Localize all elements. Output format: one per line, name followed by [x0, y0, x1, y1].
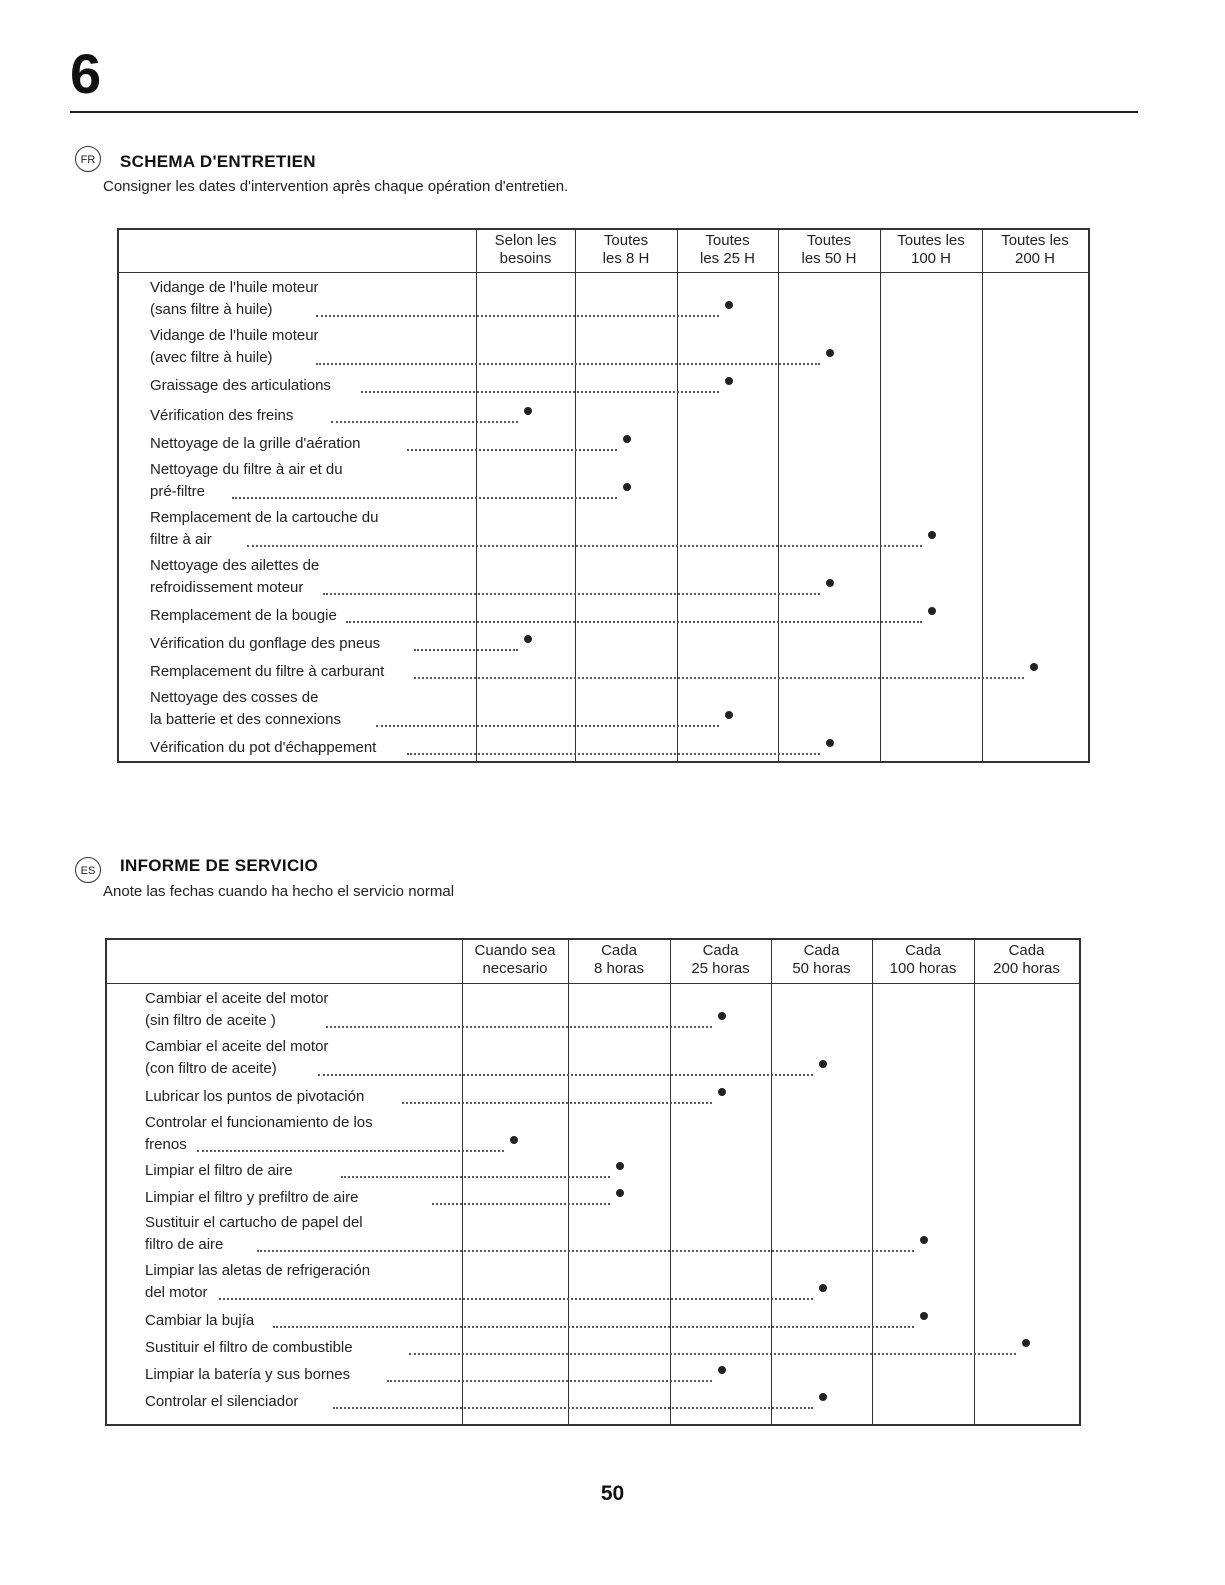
header-line: 200 H	[1014, 250, 1056, 267]
header-line: Selon les	[494, 232, 557, 249]
header-line: 8 horas	[593, 960, 645, 977]
task-label: Lubricar los puntos de pivotación	[145, 1088, 365, 1105]
task-label: Graissage des articulations	[150, 377, 331, 394]
table-row	[107, 1111, 1079, 1157]
task-label: filtro de aire	[145, 1236, 224, 1253]
interval-bullet	[524, 407, 532, 415]
leader-dots	[273, 1326, 914, 1328]
header-line: Toutes	[806, 232, 852, 249]
header-divider	[119, 272, 1088, 273]
interval-bullet	[725, 377, 733, 385]
task-label: Remplacement du filtre à carburant	[150, 663, 385, 680]
leader-dots	[219, 1298, 813, 1300]
task-label: Limpiar el filtro de aire	[145, 1162, 293, 1179]
leader-dots	[387, 1380, 712, 1382]
task-label: Remplacement de la cartouche du	[150, 509, 379, 526]
page-number: 50	[600, 1482, 625, 1505]
maintenance-table-fr	[117, 228, 1090, 763]
table-row	[119, 658, 1088, 686]
interval-bullet	[928, 607, 936, 615]
section-title-es: INFORME DE SERVICIO	[120, 856, 319, 875]
leader-dots	[331, 421, 518, 423]
interval-bullet	[510, 1136, 518, 1144]
task-label: Limpiar la batería y sus bornes	[145, 1366, 351, 1383]
table-row	[107, 1211, 1079, 1259]
header-line: Cada	[601, 942, 637, 959]
leader-dots	[323, 593, 820, 595]
table-row	[119, 602, 1088, 630]
task-label: Sustituir el filtro de combustible	[145, 1339, 353, 1356]
task-label: Nettoyage des cosses de	[150, 689, 319, 706]
interval-bullet	[623, 435, 631, 443]
leader-dots	[402, 1102, 712, 1104]
leader-dots	[257, 1250, 914, 1252]
leader-dots	[197, 1150, 504, 1152]
leader-dots	[316, 315, 719, 317]
lang-badge-es: ES	[75, 857, 101, 883]
task-label: Remplacement de la bougie	[150, 607, 337, 624]
interval-bullet	[725, 711, 733, 719]
task-label: pré-filtre	[150, 483, 206, 500]
leader-dots	[326, 1026, 712, 1028]
table-row	[119, 630, 1088, 658]
interval-header	[462, 942, 568, 978]
chapter-number: 6	[70, 42, 102, 105]
task-label: Cambiar el aceite del motor	[145, 1038, 329, 1055]
table-row	[107, 1035, 1079, 1083]
leader-dots	[414, 649, 518, 651]
interval-bullet	[826, 739, 834, 747]
table-row	[107, 1388, 1079, 1415]
header-line: Toutes	[603, 232, 649, 249]
leader-dots	[409, 1353, 1016, 1355]
interval-bullet	[616, 1162, 624, 1170]
task-label: Vidange de l'huile moteur	[150, 327, 319, 344]
task-label: refroidissement moteur	[150, 579, 304, 596]
task-label: (avec filtre à huile)	[150, 349, 273, 366]
task-label: Controlar el silenciador	[145, 1393, 299, 1410]
interval-bullet	[920, 1236, 928, 1244]
task-label: Cambiar la bujía	[145, 1312, 255, 1329]
header-line: Toutes	[705, 232, 750, 249]
header-line: Toutes les	[1001, 232, 1069, 249]
task-label: Nettoyage de la grille d'aération	[150, 435, 361, 452]
leader-dots	[414, 677, 1024, 679]
interval-bullet	[616, 1189, 624, 1197]
lang-badge-fr: FR	[75, 146, 101, 172]
task-label: Vérification du gonflage des pneus	[150, 635, 381, 652]
interval-bullet	[819, 1284, 827, 1292]
task-label: (sans filtre à huile)	[150, 301, 273, 318]
header-line: 50 horas	[792, 960, 851, 977]
task-label: Nettoyage du filtre à air et du	[150, 461, 343, 478]
interval-bullet	[826, 579, 834, 587]
maintenance-table-es	[105, 938, 1081, 1426]
table-row	[107, 1334, 1079, 1361]
leader-dots	[333, 1407, 813, 1409]
header-line: besoins	[499, 250, 552, 267]
interval-header	[568, 942, 670, 978]
interval-header	[872, 942, 974, 978]
table-row	[107, 1083, 1079, 1111]
table-row	[107, 1361, 1079, 1388]
section-subtitle-fr: Consigner les dates d'intervention après chaque opération d'entretien.	[103, 178, 569, 195]
task-label: Vidange de l'huile moteur	[150, 279, 319, 296]
leader-dots	[407, 449, 617, 451]
leader-dots	[316, 363, 820, 365]
header-rule	[70, 111, 1138, 113]
leader-dots	[407, 753, 820, 755]
interval-header	[670, 942, 771, 978]
table-row	[119, 734, 1088, 762]
task-label: Vérification des freins	[150, 407, 294, 424]
interval-header	[476, 232, 575, 268]
interval-bullet	[718, 1012, 726, 1020]
interval-header	[771, 942, 872, 978]
leader-dots	[341, 1176, 610, 1178]
table-row	[107, 1184, 1079, 1211]
header-line: les 8 H	[602, 250, 650, 267]
table-row	[119, 372, 1088, 402]
table-row	[119, 430, 1088, 458]
header-divider	[107, 983, 1079, 984]
interval-bullet	[718, 1088, 726, 1096]
header-line: 100 horas	[889, 960, 957, 977]
table-row	[119, 506, 1088, 554]
header-line: Cada	[905, 942, 941, 959]
interval-bullet	[819, 1060, 827, 1068]
leader-dots	[232, 497, 617, 499]
header-line: Cuando sea	[474, 942, 556, 959]
header-line: Cada	[1008, 942, 1045, 959]
section-title-fr: SCHEMA D'ENTRETIEN	[120, 152, 316, 171]
table-row	[119, 686, 1088, 734]
interval-bullet	[819, 1393, 827, 1401]
interval-bullet	[920, 1312, 928, 1320]
interval-bullet	[928, 531, 936, 539]
leader-dots	[247, 545, 922, 547]
table-row	[119, 276, 1088, 324]
header-line: necesario	[482, 960, 548, 977]
header-line: les 25 H	[699, 250, 756, 267]
table-row	[119, 402, 1088, 430]
task-label: frenos	[145, 1136, 187, 1153]
interval-bullet	[725, 301, 733, 309]
header-line: Cada	[702, 942, 739, 959]
task-label: Sustituir el cartucho de papel del	[145, 1214, 363, 1231]
task-label: Nettoyage des ailettes de	[150, 557, 320, 574]
table-row	[119, 554, 1088, 602]
task-label: (sin filtro de aceite )	[145, 1012, 276, 1029]
interval-bullet	[524, 635, 532, 643]
section-subtitle-es: Anote las fechas cuando ha hecho el servicio normal	[103, 883, 455, 900]
task-label: Limpiar las aletas de refrigeración	[145, 1262, 371, 1279]
header-line: Cada	[803, 942, 840, 959]
interval-header	[880, 232, 982, 268]
header-line: 100 H	[910, 250, 952, 267]
interval-header	[974, 942, 1079, 978]
table-row	[107, 1259, 1079, 1307]
interval-bullet	[1022, 1339, 1030, 1347]
leader-dots	[432, 1203, 610, 1205]
task-label: Controlar el funcionamiento de los	[145, 1114, 373, 1131]
table-row	[107, 1307, 1079, 1334]
header-line: Toutes les	[897, 232, 965, 249]
interval-header	[677, 232, 778, 268]
task-label: la batterie et des connexions	[150, 711, 341, 728]
leader-dots	[346, 621, 922, 623]
interval-bullet	[826, 349, 834, 357]
interval-header	[778, 232, 880, 268]
task-label: Cambiar el aceite del motor	[145, 990, 329, 1007]
table-row	[107, 1157, 1079, 1184]
table-row	[119, 458, 1088, 506]
interval-bullet	[1030, 663, 1038, 671]
task-label: filtre à air	[150, 531, 212, 548]
table-row	[119, 324, 1088, 372]
header-line: 25 horas	[691, 960, 750, 977]
interval-bullet	[718, 1366, 726, 1374]
interval-bullet	[623, 483, 631, 491]
task-label: del motor	[145, 1284, 208, 1301]
task-label: Limpiar el filtro y prefiltro de aire	[145, 1189, 359, 1206]
leader-dots	[318, 1074, 813, 1076]
task-label: (con filtro de aceite)	[145, 1060, 277, 1077]
header-line: les 50 H	[801, 250, 857, 267]
interval-header	[982, 232, 1088, 268]
interval-header	[575, 232, 677, 268]
leader-dots	[361, 391, 719, 393]
leader-dots	[376, 725, 719, 727]
table-row	[107, 987, 1079, 1035]
task-label: Vérification du pot d'échappement	[150, 739, 377, 756]
header-line: 200 horas	[993, 960, 1060, 977]
